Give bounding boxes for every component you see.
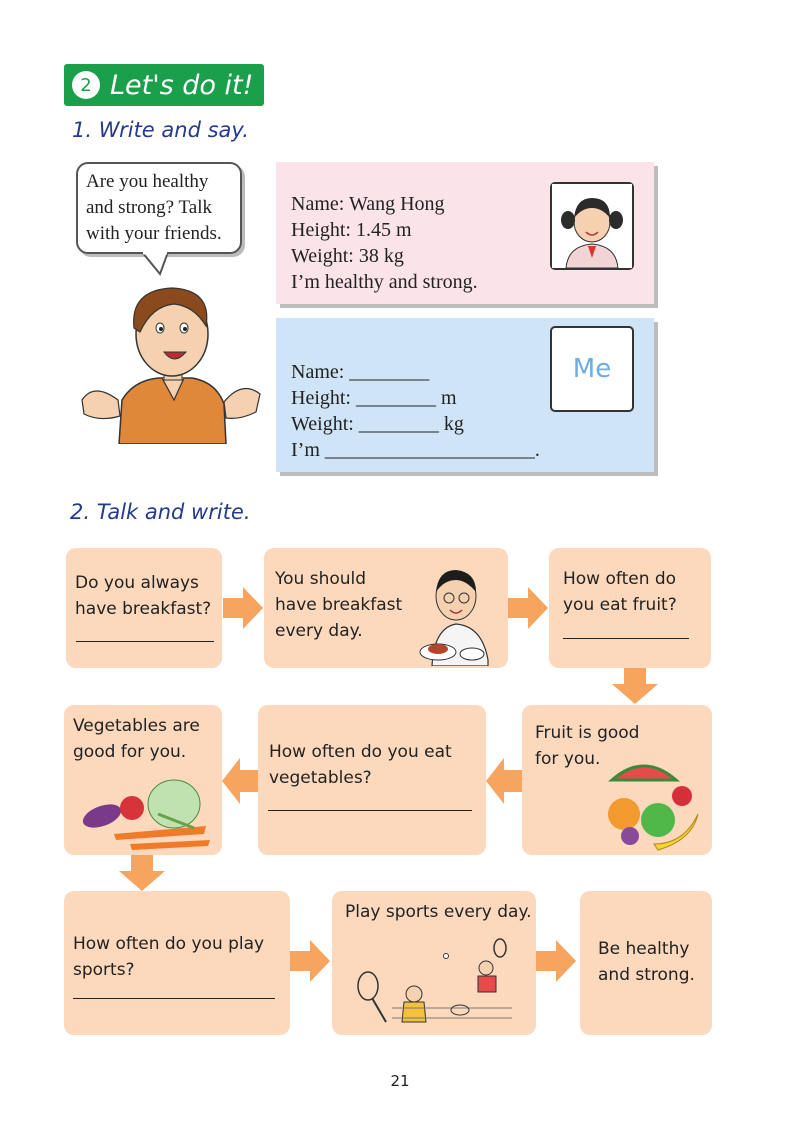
box-line-text: Do you always: [75, 573, 199, 593]
card-line: Height: 1.45 m: [291, 219, 412, 241]
arrow-left-icon: [222, 758, 258, 804]
box-line-text: How often do you play: [73, 934, 265, 954]
boy-breakfast-illustration: [412, 560, 502, 666]
box-line-text: Vegetables are: [73, 716, 200, 736]
arrow-left-icon: [486, 758, 522, 804]
box-line-text: for you.: [535, 749, 601, 769]
part2-heading: 2. Talk and write.: [70, 500, 251, 524]
page-number: 21: [390, 1072, 410, 1090]
section-title: Let's do it!: [110, 69, 254, 101]
flow-box-breakfast-question: [66, 548, 222, 668]
flow-box-fruit-question: [549, 548, 711, 668]
answer-line: [73, 998, 275, 999]
answer-line: [76, 641, 214, 642]
arrow-right-icon: [290, 940, 330, 982]
card-line: Height: ________ m: [291, 387, 457, 409]
boy-illustration: [74, 282, 264, 444]
girl-photo: [550, 182, 634, 270]
box-line-text: How often do: [563, 569, 677, 589]
flow-box-vegetables-question: [258, 705, 486, 855]
answer-line: [563, 638, 689, 639]
section-number: 2: [72, 71, 100, 99]
card-line: I’m _____________________.: [291, 439, 540, 461]
box-line-text: Fruit is good: [535, 723, 640, 743]
me-photo-frame: Me: [550, 326, 634, 412]
girl-portrait-icon: [552, 184, 632, 268]
box-line-text: every day.: [275, 621, 363, 641]
flow-box-healthy: [580, 891, 712, 1035]
card-line: I’m healthy and strong.: [291, 271, 478, 293]
box-line-text: have breakfast: [275, 595, 403, 615]
answer-line: [268, 810, 472, 811]
badminton-illustration: [352, 934, 524, 1032]
arrow-right-icon: [508, 587, 548, 629]
card-line: Weight: 38 kg: [291, 245, 404, 267]
arrow-down-icon: [612, 668, 658, 704]
speech-bubble: [76, 162, 242, 254]
fruit-illustration: [604, 752, 704, 852]
box-line-text: have breakfast?: [75, 599, 212, 619]
flow-box-sports-question: [64, 891, 290, 1035]
box-line-text: and strong.: [598, 965, 695, 985]
bubble-tail: [140, 252, 174, 278]
arrow-right-icon: [223, 587, 263, 629]
arrow-right-icon: [536, 940, 576, 982]
bubble-line: and strong? Talk: [86, 197, 213, 218]
bubble-line: Are you healthy: [86, 171, 209, 192]
card-line: Name: ________: [291, 361, 430, 383]
box-line-text: vegetables?: [269, 768, 372, 788]
box-line-text: you eat fruit?: [563, 595, 677, 615]
box-line-text: You should: [275, 569, 367, 589]
vegetables-illustration: [74, 774, 220, 850]
box-line-text: How often do you eat: [269, 742, 452, 762]
box-line-text: good for you.: [73, 742, 187, 762]
card-line: Weight: ________ kg: [291, 413, 464, 435]
box-line-text: Be healthy: [598, 939, 690, 959]
section-header: [64, 64, 264, 106]
part1-heading: 1. Write and say.: [72, 118, 249, 142]
box-line-text: Play sports every day.: [345, 902, 532, 922]
card-line: Name: Wang Hong: [291, 193, 445, 215]
bubble-line: with your friends.: [86, 223, 222, 244]
box-line-text: sports?: [73, 960, 135, 980]
arrow-down-icon: [119, 855, 165, 891]
